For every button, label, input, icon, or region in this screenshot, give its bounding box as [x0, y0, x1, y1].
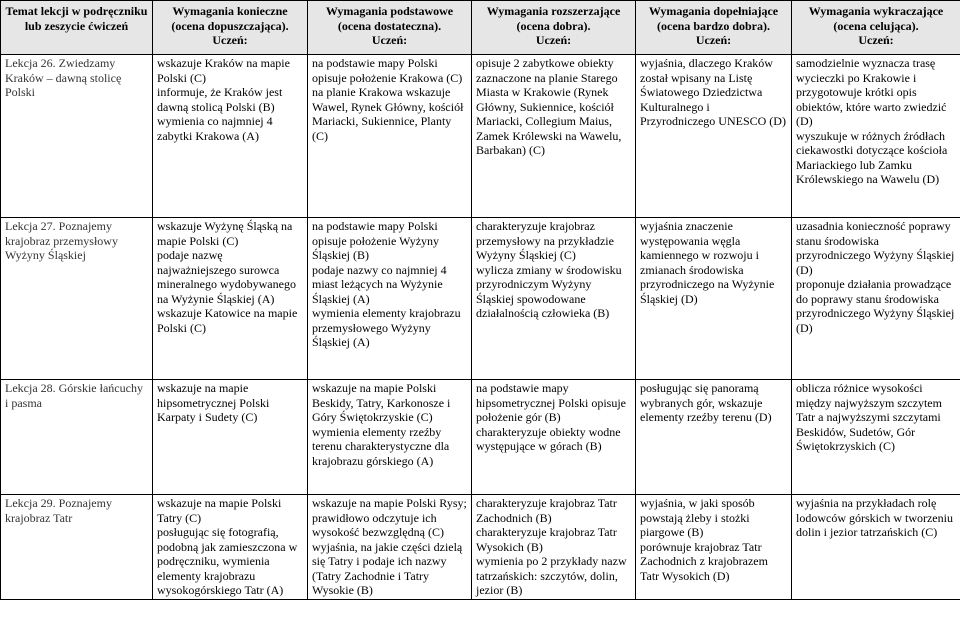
konieczne-cell: wskazuje Wyżynę Śląską na mapie Polski (C) podaje nazwę najważniejszego surowca mineralnego wydobywanego na Wyżynie Śląskiej (A) wskazuje Katowice na mapie Polski (C): [153, 218, 308, 380]
header-konieczne: Wymagania konieczne (ocena dopuszczająca). Uczeń:: [153, 1, 308, 55]
lesson-topic: Lekcja 26. Zwiedzamy Kraków – dawną stolicę Polski: [1, 55, 153, 218]
podstawowe-cell: na podstawie mapy Polski opisuje położenie Krakowa (C) na planie Krakowa wskazuje Wawel, Rynek Główny, kościół Mariacki, Sukiennice, Planty (C): [308, 55, 472, 218]
table-row: [1, 380, 960, 495]
lesson-topic: Lekcja 29. Poznajemy krajobraz Tatr: [1, 495, 153, 600]
header-row: [1, 1, 960, 55]
header-rozszerzajace: Wymagania rozszerzające (ocena dobra). Uczeń:: [472, 1, 636, 55]
podstawowe-cell: wskazuje na mapie Polski Rysy; prawidłowo odczytuje ich wysokość bezwzględną (C) wyjaśnia, na jakie części dzielą się Tatry i podaje ich nazwy (Tatry Zachodnie i Tatry Wysokie (B): [308, 495, 472, 600]
header-dopelniajace: Wymagania dopełniające (ocena bardzo dobra). Uczeń:: [636, 1, 792, 55]
rozszerzajace-cell: na podstawie mapy hipsometrycznej Polski opisuje położenie gór (B) charakteryzuje obiekty wodne występujące w górach (B): [472, 380, 636, 495]
rozszerzajace-cell: charakteryzuje krajobraz Tatr Zachodnich (B) charakteryzuje krajobraz Tatr Wysokich (B) wymienia po 2 przykłady nazw tatrzańskich: szczytów, dolin, jezior (B): [472, 495, 636, 600]
wykraczajace-cell: oblicza różnice wysokości między najwyższym szczytem Tatr a najwyższymi szczytami Beskidów, Sudetów, Gór Świętokrzyskich (C): [792, 380, 960, 495]
wykraczajace-cell: wyjaśnia na przykładach rolę lodowców górskich w tworzeniu dolin i jezior tatrzańskich (C): [792, 495, 960, 600]
rozszerzajace-cell: opisuje 2 zabytkowe obiekty zaznaczone na planie Starego Miasta w Krakowie (Rynek Główny, Sukiennice, kościół Mariacki, Collegium Maius, Zamek Królewski na Wawelu, Barbakan) (C): [472, 55, 636, 218]
konieczne-cell: wskazuje na mapie hipsometrycznej Polski Karpaty i Sudety (C): [153, 380, 308, 495]
header-lesson-topic: Temat lekcji w podręczniku lub zeszycie ćwiczeń: [1, 1, 153, 55]
podstawowe-cell: wskazuje na mapie Polski Beskidy, Tatry, Karkonosze i Góry Świętokrzyskie (C) wymienia elementy rzeźby terenu charakterystyczne dla krajobrazu górskiego (A): [308, 380, 472, 495]
dopelniajace-cell: wyjaśnia, dlaczego Kraków został wpisany na Listę Światowego Dziedzictwa Kulturalnego i Przyrodniczego UNESCO (D): [636, 55, 792, 218]
header-podstawowe: Wymagania podstawowe (ocena dostateczna). Uczeń:: [308, 1, 472, 55]
table-row: [1, 55, 960, 218]
lesson-topic: Lekcja 28. Górskie łańcuchy i pasma: [1, 380, 153, 495]
wykraczajace-cell: samodzielnie wyznacza trasę wycieczki po Krakowie i przygotowuje krótki opis obiektów, które warto zwiedzić (D) wyszukuje w różnych źródłach ciekawostki dotyczące kościoła Mariackiego lub Zamku Królewskiego na Wawelu (D): [792, 55, 960, 218]
table-row: [1, 218, 960, 380]
header-wykraczajace: Wymagania wykraczające (ocena celująca). Uczeń:: [792, 1, 960, 55]
lesson-topic: Lekcja 27. Poznajemy krajobraz przemysłowy Wyżyny Śląskiej: [1, 218, 153, 380]
dopelniajace-cell: posługując się panoramą wybranych gór, wskazuje elementy rzeźby terenu (D): [636, 380, 792, 495]
podstawowe-cell: na podstawie mapy Polski opisuje położenie Wyżyny Śląskiej (B) podaje nazwy co najmniej 4 miast leżących na Wyżynie Śląskiej (A) wymienia elementy krajobrazu przemysłowego Wyżyny Śląskiej (A): [308, 218, 472, 380]
wykraczajace-cell: uzasadnia konieczność poprawy stanu środowiska przyrodniczego Wyżyny Śląskiej (D) proponuje działania prowadzące do poprawy stanu środowiska przyrodniczego Wyżyny Śląskiej (D): [792, 218, 960, 380]
table-row: [1, 495, 960, 600]
konieczne-cell: wskazuje na mapie Polski Tatry (C) posługując się fotografią, podobną jak zamieszczona w podręczniku, wymienia elementy krajobrazu wysokogórskiego Tatr (A): [153, 495, 308, 600]
konieczne-cell: wskazuje Kraków na mapie Polski (C) informuje, że Kraków jest dawną stolicą Polski (B) wymienia co najmniej 4 zabytki Krakowa (A): [153, 55, 308, 218]
dopelniajace-cell: wyjaśnia, w jaki sposób powstają żleby i stożki piargowe (B) porównuje krajobraz Tatr Zachodnich z krajobrazem Tatr Wysokich (D): [636, 495, 792, 600]
dopelniajace-cell: wyjaśnia znaczenie występowania węgla kamiennego w rozwoju i zmianach środowiska przyrodniczego na Wyżynie Śląskiej (D): [636, 218, 792, 380]
rozszerzajace-cell: charakteryzuje krajobraz przemysłowy na przykładzie Wyżyny Śląskiej (C) wylicza zmiany w środowisku przyrodniczym Wyżyny Śląskiej spowodowane działalnością człowieka (B): [472, 218, 636, 380]
